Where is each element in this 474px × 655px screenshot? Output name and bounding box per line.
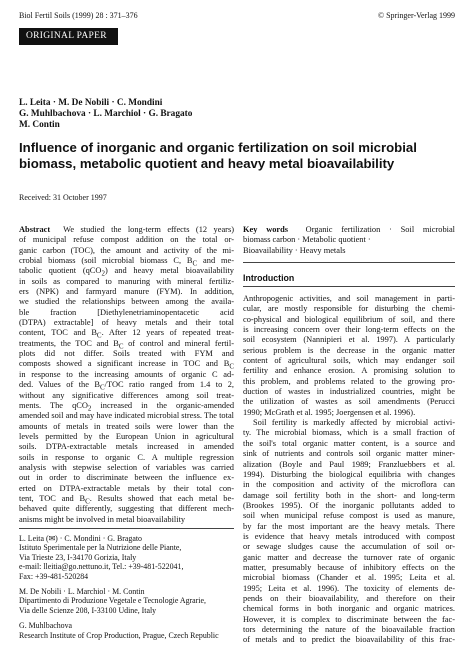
abstract-line: levels permitted by the European Union in agricultural: [19, 431, 234, 441]
abstract-line: in response to the increasing amounts of organic C ad-: [19, 369, 234, 379]
received-date: Received: 31 October 1997: [19, 193, 107, 202]
introduction-line: chemical forms in both inorganic and organic matrices.: [243, 604, 455, 614]
affiliation-line: Research Institute of Crop Production, Prague, Czech Republic: [19, 630, 219, 640]
keywords-line: Bioavailability · Heavy metals: [243, 245, 346, 255]
author-line: G. Muhlbachova · L. Marchiol · G. Bragato: [19, 109, 193, 120]
introduction-line: ganic matter and decrease the turnover rate of organic: [243, 552, 455, 562]
keywords: [243, 225, 455, 256]
abstract-line: content, TOC and $B_C$. After 12 years of repeated treat-: [19, 328, 234, 339]
abstract-line: We studied the long-term effects (12 years): [63, 225, 234, 234]
introduction-heading: Introduction: [243, 273, 295, 283]
publisher-copyright: © Springer-Verlag 1999: [377, 11, 455, 20]
paper-title: [19, 140, 459, 172]
abstract-line: analysis with stepwise selection of variables was carried: [19, 462, 234, 472]
affiliation-line: e-mail: lleitia@go.nettuno.it, Tel.: +39-481-522041,: [19, 562, 184, 572]
keywords-label: Key words: [243, 225, 289, 234]
introduction-body: [243, 294, 455, 646]
introduction-line: Anthropogenic activities, and soil management in parti-: [243, 294, 455, 303]
introduction-line: fertility and enhance erosion. A promising solution to: [243, 366, 455, 376]
abstract-line: composts showed a significant increase in TOC and $B_C$: [19, 359, 234, 370]
introduction-line: damage soil fertility both in the short- and long-term: [243, 490, 455, 500]
abstract-line: behaved quite differently, suggesting that different mech-: [19, 504, 234, 514]
introduction-line: 1990; McGrath et al. 1995; Joergensen et al. 1996).: [243, 407, 416, 417]
introduction-line: or sewage sludges cause the accumulation of soil or-: [243, 542, 455, 552]
introduction-line: of metals and to predict the bioavailability of this frac-: [243, 635, 455, 645]
introduction-line: 1994). Disturbing the biological equilibria with changes: [243, 469, 455, 479]
introduction-line: the utilization of wastes as soil amendments (Perucci: [243, 397, 455, 407]
title-line: Influence of inorganic and organic fertilization on soil microbial: [19, 140, 417, 155]
introduction-line: However, it is complex to discriminate between the fac-: [243, 614, 455, 624]
author-line: M. Contin: [19, 120, 60, 131]
abstract-line: ble fraction [Diethylenetriaminopentacetic acid: [19, 307, 234, 317]
abstract-line: ers (NPK) and farmyard manure (FYM). In addition,: [19, 287, 234, 297]
affiliation-line: L. Leita (✉) · C. Mondini · G. Bragato: [19, 534, 142, 543]
section-divider: [243, 262, 455, 263]
introduction-line: Soil fertility is markedly affected by microbial activi-: [253, 418, 455, 428]
abstract-line: amended soil and may have indicated microbial stress. The total: [19, 411, 234, 421]
affiliation-divider: [19, 528, 234, 529]
introduction-line: the soil's total organic matter content, is a source and: [243, 438, 455, 448]
introduction-line: ty. The microbial biomass, which is a small fraction of: [243, 428, 455, 438]
introduction-line: soil ecosystem (Nannipieri et al. 1997). A particularly: [243, 335, 455, 345]
introduction-line: microbial biomass (Chander et al. 1995; Leita et al.: [243, 573, 455, 583]
abstract-line: erted on DTPA-extractable metals by their total con-: [19, 483, 234, 493]
abstract-line: out in order to discriminate between the influence ex-: [19, 473, 234, 483]
abstract-line: ganic carbon (TOC), the amount and activity of the mi-: [19, 245, 234, 255]
introduction-line: by far the most important are the heavy metals. There: [243, 521, 455, 531]
abstract-line: tabolic quotient (qCO$_2$) and heavy metal bioavailability: [19, 266, 234, 277]
keywords-line: biomass carbon · Metabolic quotient ·: [243, 235, 371, 245]
introduction-line: alization (Boyle and Paul 1989; Franzluebbers et al.: [243, 459, 455, 469]
affiliation-line: M. De Nobili · L. Marchiol · M. Contin: [19, 587, 145, 597]
introduction-line: cular, are mostly responsible for disturbing the chemi-: [243, 304, 455, 314]
affiliation-line: Istituto Sperimentale per la Nutrizione delle Piante,: [19, 543, 182, 553]
abstract-line: amounts of metals in treated soils were lower than the: [19, 421, 234, 431]
introduction-line: is increasing concern over their long-term effects on the: [243, 325, 455, 335]
introduction-line: matter, presumably because of inhibitory effects on the: [243, 562, 455, 572]
affiliation-line: G. Muhlbachova: [19, 621, 73, 631]
abstract-label: Abstract: [19, 225, 51, 234]
introduction-line: co-physical and biological equilibrium of soil, and there: [243, 314, 455, 324]
affiliations: [19, 534, 234, 640]
article-type-banner: ORIGINAL PAPER: [19, 28, 118, 45]
abstract-line: ded. Values of the $B_C$/TOC ratio ranged from 1.4 to 2,: [19, 380, 234, 391]
introduction-line: duction of wastes in industrialized countries, might be: [243, 387, 455, 397]
author-line: L. Leita · M. De Nobili · C. Mondini: [19, 98, 163, 108]
affiliation-line: Via Trieste 23, I-34170 Gorizia, Italy: [19, 552, 137, 562]
introduction-line: 1995; Leita et al. 1996). The toxicity of elements de-: [243, 583, 455, 593]
abstract-line: plots did not differ. Soils treated with FYM and: [19, 349, 234, 359]
abstract: [19, 225, 234, 525]
abstract-line: we studied the relationships between among the availa-: [19, 297, 234, 307]
abstract-line: treatments, the TOC and $B_C$ of control and mineral fertil-: [19, 338, 234, 350]
affiliation-line: Fax: +39-481-520284: [19, 571, 89, 581]
introduction-line: is evidence that heavy metals introduced with compost: [243, 531, 455, 541]
introduction-line: tors determining the nature of the bioavailable fraction: [243, 625, 455, 634]
abstract-line: in soils as compared to manuring with mineral fertiliz-: [19, 276, 234, 286]
affiliation-line: Dipartimento di Produzione Vegetale e Tecnologie Agrarie,: [19, 596, 206, 606]
abstract-line: crobial biomass (soil microbial biomass C, $B_C$ and me-: [19, 256, 234, 267]
abstract-line: without any significative differences among soil treat-: [19, 390, 234, 400]
introduction-line: pends on their bioavailability, and therefore on their: [243, 593, 455, 603]
abstract-line: of municipal refuse compost addition on the total or-: [19, 235, 234, 245]
abstract-line: anisms might be involved in metal bioavailability: [19, 514, 186, 524]
introduction-line: this problem, and problems related to the growing pro-: [243, 376, 455, 386]
introduction-line: (Brookes 1995). Of the inorganic pollutants added to: [243, 500, 455, 510]
keywords-line: Organic fertilization · Soil microbial: [305, 225, 455, 234]
abstract-line: soils in response to organic C. A multiple regression: [19, 452, 234, 462]
author-list: [19, 98, 459, 132]
abstract-line: soils. DTPA-extractable metals increased in amended: [19, 442, 234, 452]
introduction-line: content of agricultural soils, which may endanger soil: [243, 356, 455, 366]
abstract-line: tent, TOC and $B_C$. Results showed that each metal be-: [19, 493, 234, 505]
abstract-line: ments. The qCO$_2$ increased in the organic-amended: [19, 400, 234, 412]
journal-citation: Biol Fertil Soils (1999) 28 : 371–376: [19, 11, 138, 20]
section-divider: [243, 286, 455, 287]
affiliation-line: Via delle Scienze 208, I-33100 Udine, Italy: [19, 605, 157, 615]
introduction-line: serious problem is the decrease in the organic matter: [243, 345, 455, 355]
introduction-line: soil when municipal refuse compost is used as manure,: [243, 511, 455, 521]
introduction-line: in the composition and activity of the microflora can: [243, 480, 455, 490]
abstract-line: (DTPA) extractable] of heavy metals and their total: [19, 318, 234, 328]
title-line: biomass, metabolic quotient and heavy metal bioavailability: [19, 156, 395, 171]
introduction-line: sink of nutrients and controls soil organic matter miner-: [243, 449, 455, 459]
